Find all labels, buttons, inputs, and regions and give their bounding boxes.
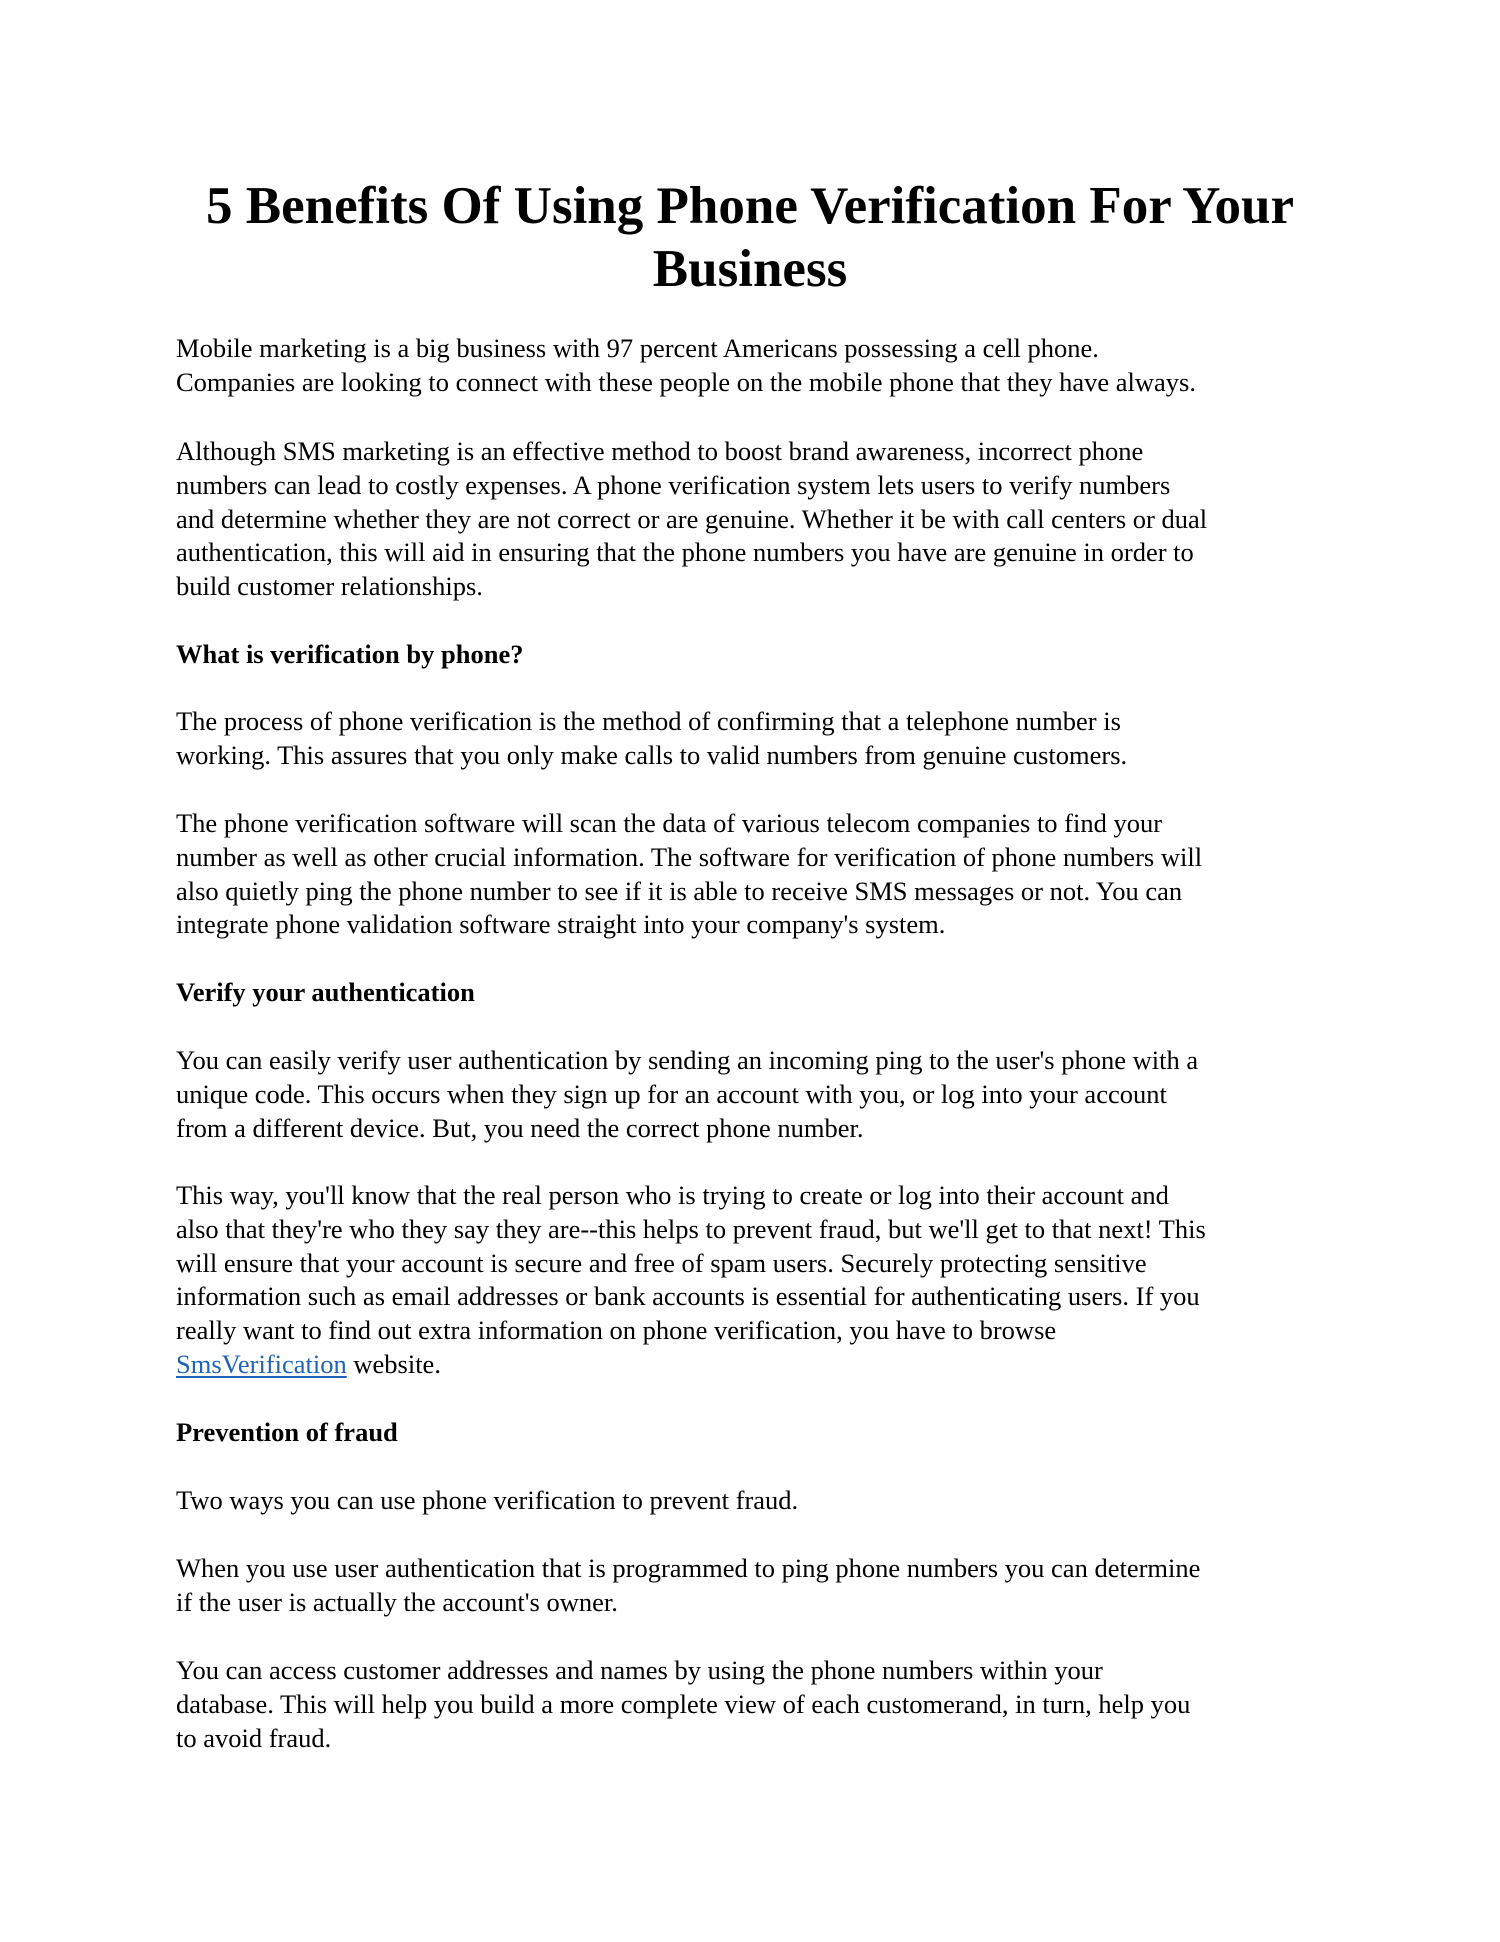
text-line: from a different device. But, you need the correct phone number. (176, 1112, 864, 1143)
text-line: Although SMS marketing is an effective method to boost brand awareness, incorrect phone (176, 436, 1144, 466)
title-line: Business (652, 240, 848, 298)
text-line: Two ways you can use phone verification to prevent fraud. (176, 1485, 799, 1515)
text-line: integrate phone validation software straight into your company's system. (176, 909, 946, 940)
text-line: The process of phone verification is the method of confirming that a telephone number is (176, 706, 1121, 736)
text-line: unique code. This occurs when they sign up for an account with you, or log into your account (176, 1078, 1167, 1109)
heading-text: What is verification by phone? (176, 639, 524, 669)
text-line: Mobile marketing is a big business with 97 percent Americans possessing a cell phone. (176, 333, 1099, 363)
text-line: working. This assures that you only make calls to valid numbers from genuine customers. (176, 739, 1128, 770)
text-line (176, 1348, 1346, 1382)
text-line: You can easily verify user authentication by sending an incoming ping to the user's phone with a (176, 1045, 1199, 1075)
text-line: number as well as other crucial information. The software for verification of phone numbers will (176, 841, 1203, 872)
intro-paragraph (176, 332, 1346, 400)
link-suffix-text: website. (346, 1348, 441, 1379)
fraud-method-two-paragraph (176, 1654, 1346, 1755)
section-heading-what-is (176, 638, 1346, 672)
text-line: authentication, this will aid in ensuring that the phone numbers you have are genuine in order to (176, 537, 1194, 568)
text-line: build customer relationships. (176, 571, 483, 602)
text-line: also quietly ping the phone number to see if it is able to receive SMS messages or not. You can (176, 875, 1183, 906)
text-line: also that they're who they say they are--this helps to prevent fraud, but we'll get to that next! This (176, 1213, 1206, 1244)
text-line: When you use user authentication that is programmed to ping phone numbers you can determine (176, 1553, 1201, 1583)
text-line: The phone verification software will scan the data of various telecom companies to find your (176, 808, 1163, 838)
text-line: information such as email addresses or bank accounts is essential for authenticating users. If you (176, 1281, 1200, 1312)
text-line: if the user is actually the account's owner. (176, 1586, 618, 1617)
text-line: to avoid fraud. (176, 1722, 332, 1753)
fraud-intro-paragraph (176, 1484, 1346, 1518)
text-line: You can access customer addresses and names by using the phone numbers within your (176, 1655, 1103, 1685)
heading-text: Verify your authentication (176, 977, 475, 1007)
text-line: database. This will help you build a more complete view of each customerand, in turn, help you (176, 1688, 1191, 1719)
what-is-paragraph (176, 705, 1346, 773)
this-way-paragraph (176, 1179, 1346, 1382)
text-line: Companies are looking to connect with these people on the mobile phone that they have always. (176, 366, 1196, 397)
heading-text: Prevention of fraud (176, 1417, 398, 1447)
text-line: really want to find out extra information on phone verification, you have to browse (176, 1315, 1057, 1346)
text-line: and determine whether they are not correct or are genuine. Whether it be with call centers or dual (176, 503, 1208, 534)
fraud-method-one-paragraph (176, 1552, 1346, 1620)
page-title (150, 175, 1350, 301)
text-line: numbers can lead to costly expenses. A phone verification system lets users to verify numbers (176, 469, 1171, 500)
smsverification-link[interactable]: SmsVerification (176, 1348, 347, 1379)
title-line: 5 Benefits Of Using Phone Verification For Your (206, 177, 1294, 235)
text-line: will ensure that your account is secure and free of spam users. Securely protecting sensitive (176, 1247, 1147, 1278)
sms-paragraph (176, 435, 1346, 604)
software-paragraph (176, 807, 1346, 942)
text-line: This way, you'll know that the real person who is trying to create or log into their account and (176, 1180, 1169, 1210)
section-heading-fraud (176, 1416, 1346, 1450)
section-heading-verify (176, 976, 1346, 1010)
verify-paragraph (176, 1044, 1346, 1145)
